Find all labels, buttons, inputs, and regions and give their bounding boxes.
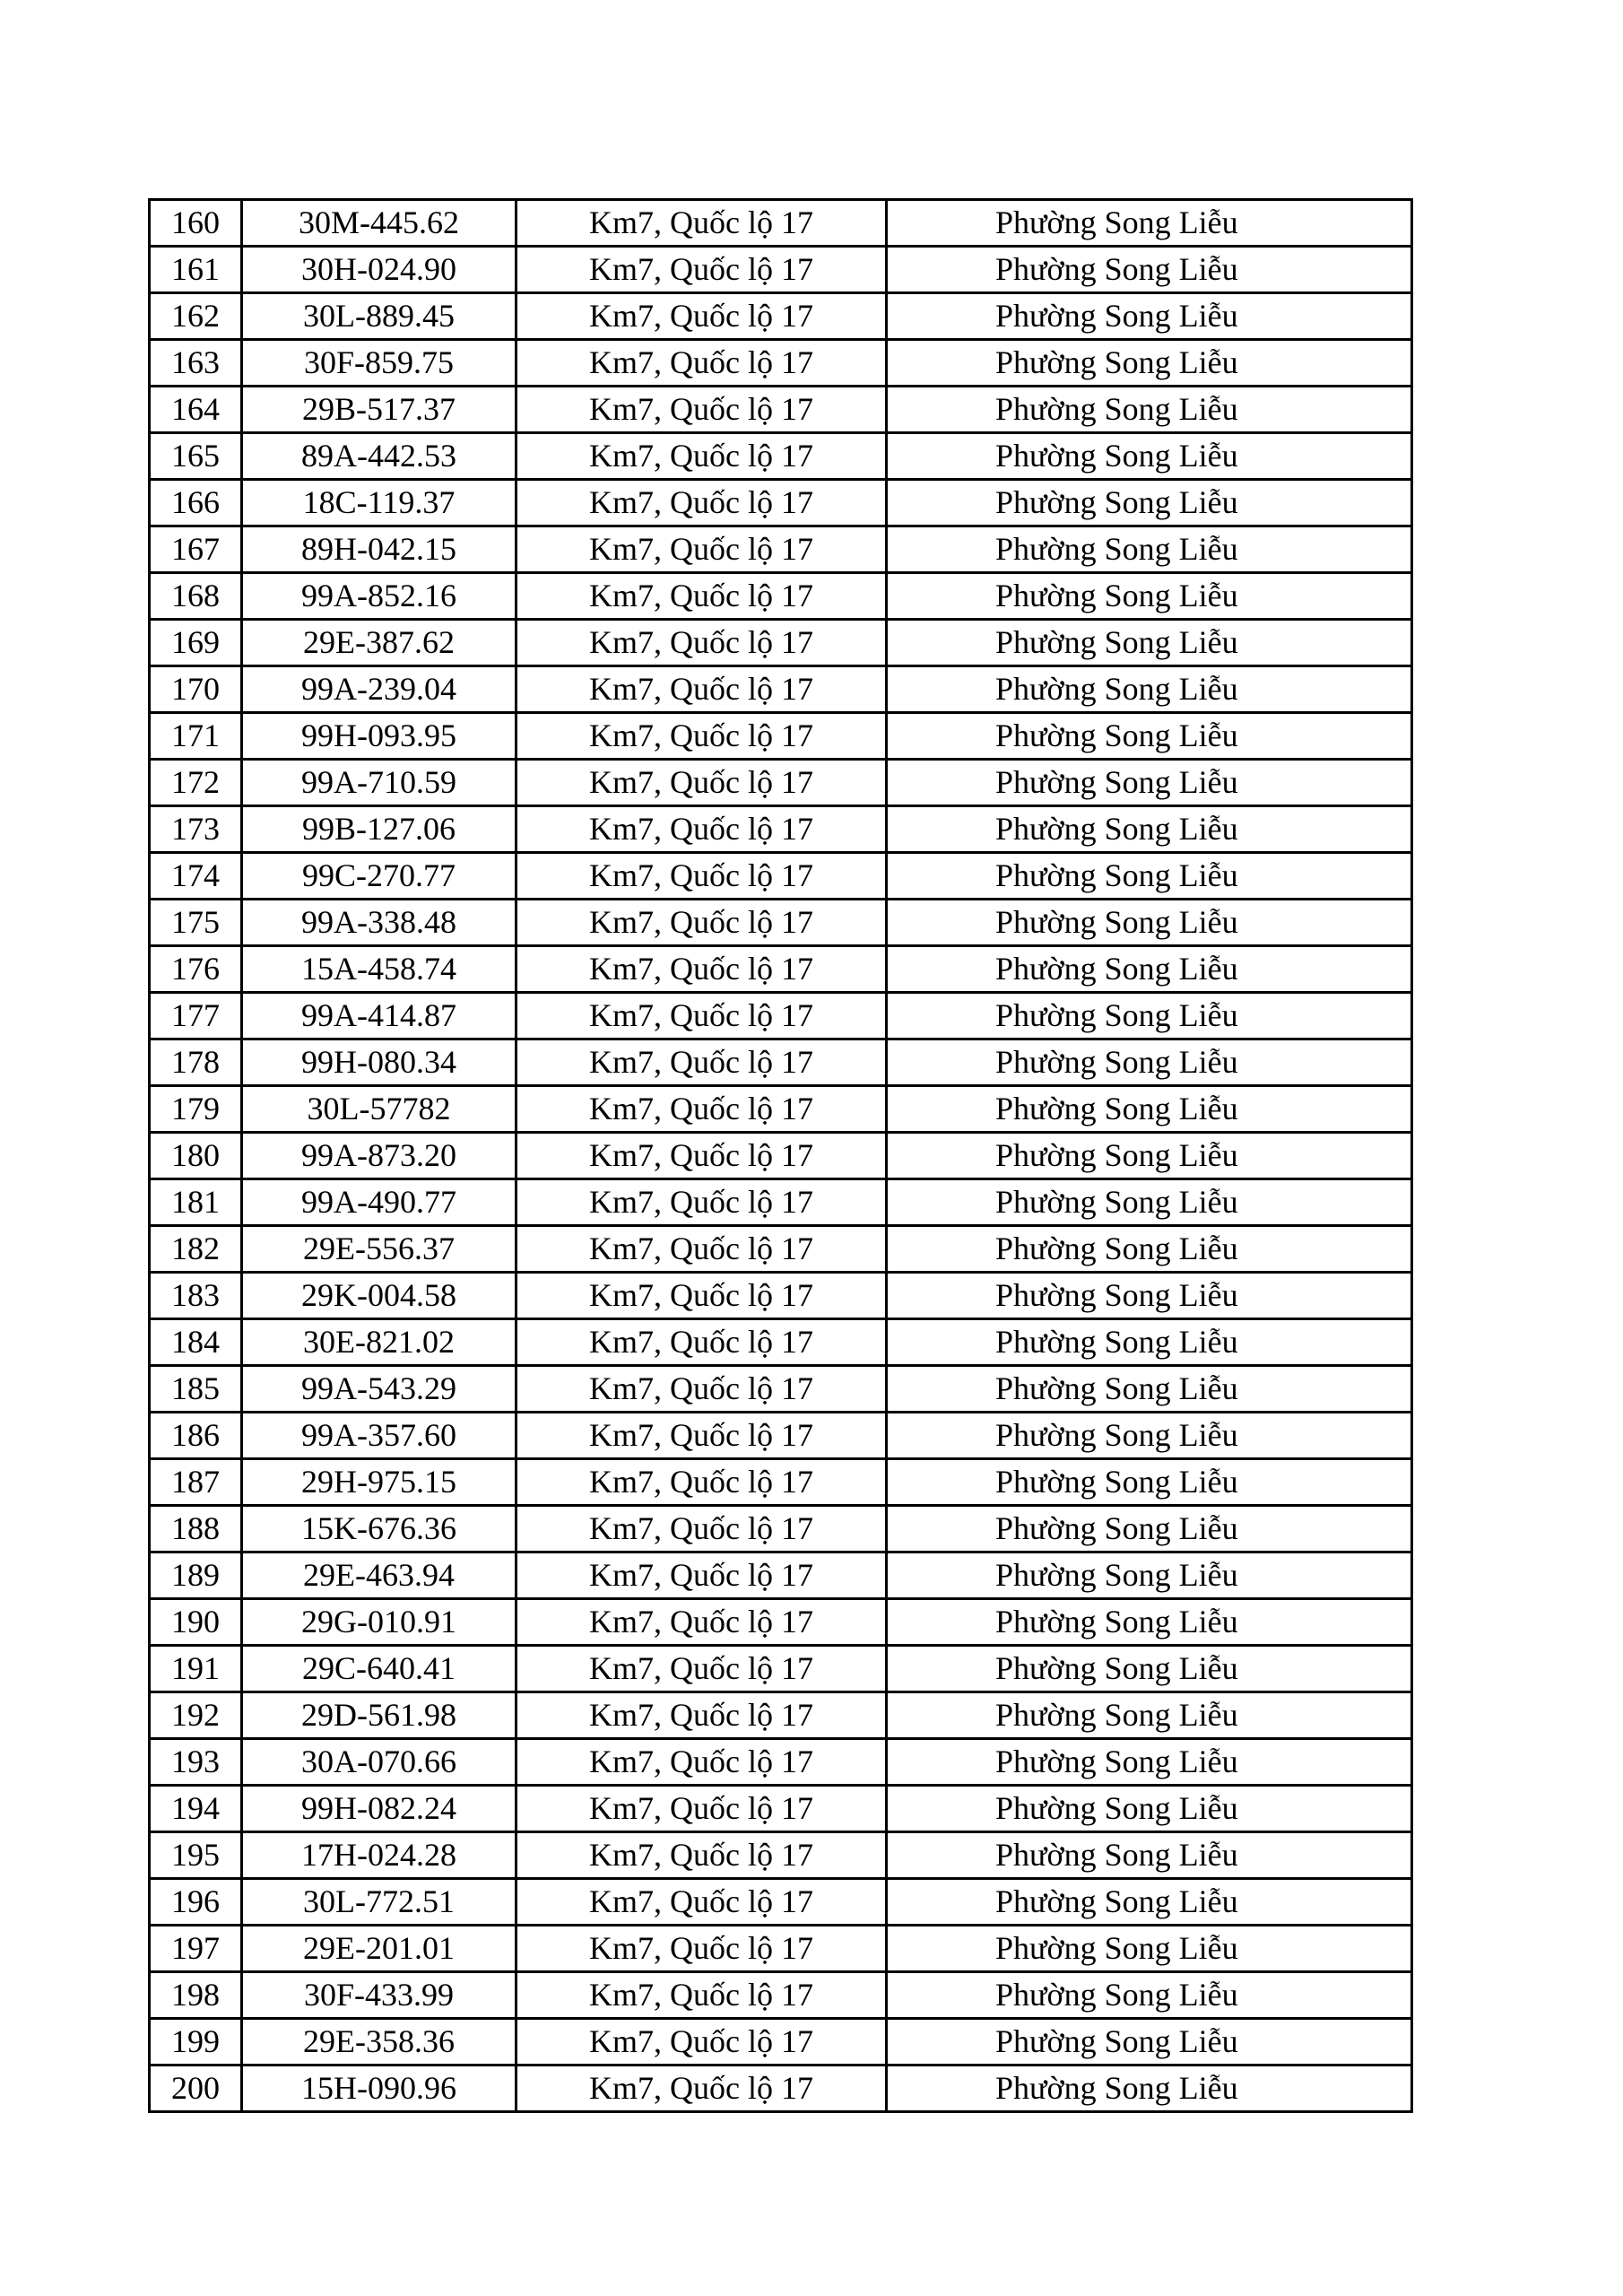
table-row bbox=[150, 247, 1412, 293]
ward-cell: Phường Song Liễu bbox=[887, 806, 1412, 853]
table-row bbox=[150, 480, 1412, 526]
table-row bbox=[150, 1739, 1412, 1786]
location-cell: Km7, Quốc lộ 17 bbox=[516, 946, 887, 993]
location-cell: Km7, Quốc lộ 17 bbox=[516, 293, 887, 340]
row-number-cell: 192 bbox=[150, 1692, 242, 1739]
row-number-cell: 171 bbox=[150, 713, 242, 760]
location-cell: Km7, Quốc lộ 17 bbox=[516, 526, 887, 573]
table-row bbox=[150, 1459, 1412, 1506]
table-row bbox=[150, 853, 1412, 900]
license-plate-cell: 99A-338.48 bbox=[242, 900, 516, 946]
license-plate-cell: 29E-463.94 bbox=[242, 1552, 516, 1599]
ward-cell: Phường Song Liễu bbox=[887, 1972, 1412, 2019]
row-number-cell: 186 bbox=[150, 1413, 242, 1459]
ward-cell: Phường Song Liễu bbox=[887, 853, 1412, 900]
location-cell: Km7, Quốc lộ 17 bbox=[516, 620, 887, 666]
location-cell: Km7, Quốc lộ 17 bbox=[516, 1039, 887, 1086]
ward-cell: Phường Song Liễu bbox=[887, 1692, 1412, 1739]
location-cell: Km7, Quốc lộ 17 bbox=[516, 1319, 887, 1366]
license-plate-cell: 30F-859.75 bbox=[242, 340, 516, 387]
license-plate-cell: 99A-852.16 bbox=[242, 573, 516, 620]
license-plate-cell: 29E-556.37 bbox=[242, 1226, 516, 1273]
location-cell: Km7, Quốc lộ 17 bbox=[516, 1832, 887, 1879]
location-cell: Km7, Quốc lộ 17 bbox=[516, 1459, 887, 1506]
vehicle-table bbox=[148, 198, 1413, 2113]
row-number-cell: 197 bbox=[150, 1926, 242, 1972]
ward-cell: Phường Song Liễu bbox=[887, 1459, 1412, 1506]
row-number-cell: 178 bbox=[150, 1039, 242, 1086]
license-plate-cell: 29K-004.58 bbox=[242, 1273, 516, 1319]
ward-cell: Phường Song Liễu bbox=[887, 1879, 1412, 1926]
location-cell: Km7, Quốc lộ 17 bbox=[516, 1879, 887, 1926]
table-body bbox=[150, 200, 1412, 2112]
row-number-cell: 182 bbox=[150, 1226, 242, 1273]
table-row bbox=[150, 2019, 1412, 2066]
license-plate-cell: 15K-676.36 bbox=[242, 1506, 516, 1552]
license-plate-cell: 30A-070.66 bbox=[242, 1739, 516, 1786]
table-row bbox=[150, 293, 1412, 340]
row-number-cell: 191 bbox=[150, 1646, 242, 1692]
license-plate-cell: 89H-042.15 bbox=[242, 526, 516, 573]
row-number-cell: 200 bbox=[150, 2066, 242, 2112]
location-cell: Km7, Quốc lộ 17 bbox=[516, 340, 887, 387]
row-number-cell: 165 bbox=[150, 433, 242, 480]
row-number-cell: 184 bbox=[150, 1319, 242, 1366]
ward-cell: Phường Song Liễu bbox=[887, 200, 1412, 247]
license-plate-cell: 99A-710.59 bbox=[242, 760, 516, 806]
table-row bbox=[150, 433, 1412, 480]
row-number-cell: 194 bbox=[150, 1786, 242, 1832]
table-row bbox=[150, 1319, 1412, 1366]
license-plate-cell: 30M-445.62 bbox=[242, 200, 516, 247]
ward-cell: Phường Song Liễu bbox=[887, 480, 1412, 526]
row-number-cell: 188 bbox=[150, 1506, 242, 1552]
row-number-cell: 175 bbox=[150, 900, 242, 946]
license-plate-cell: 29E-201.01 bbox=[242, 1926, 516, 1972]
location-cell: Km7, Quốc lộ 17 bbox=[516, 1366, 887, 1413]
table-row bbox=[150, 1599, 1412, 1646]
location-cell: Km7, Quốc lộ 17 bbox=[516, 2066, 887, 2112]
row-number-cell: 187 bbox=[150, 1459, 242, 1506]
location-cell: Km7, Quốc lộ 17 bbox=[516, 1972, 887, 2019]
row-number-cell: 166 bbox=[150, 480, 242, 526]
license-plate-cell: 99A-543.29 bbox=[242, 1366, 516, 1413]
table-row bbox=[150, 526, 1412, 573]
table-row bbox=[150, 1086, 1412, 1133]
table-row bbox=[150, 806, 1412, 853]
ward-cell: Phường Song Liễu bbox=[887, 1926, 1412, 1972]
ward-cell: Phường Song Liễu bbox=[887, 1366, 1412, 1413]
row-number-cell: 164 bbox=[150, 387, 242, 433]
ward-cell: Phường Song Liễu bbox=[887, 1086, 1412, 1133]
table-row bbox=[150, 993, 1412, 1039]
ward-cell: Phường Song Liễu bbox=[887, 387, 1412, 433]
ward-cell: Phường Song Liễu bbox=[887, 1413, 1412, 1459]
row-number-cell: 167 bbox=[150, 526, 242, 573]
table-row bbox=[150, 1552, 1412, 1599]
license-plate-cell: 29G-010.91 bbox=[242, 1599, 516, 1646]
ward-cell: Phường Song Liễu bbox=[887, 1179, 1412, 1226]
location-cell: Km7, Quốc lộ 17 bbox=[516, 1786, 887, 1832]
table-row bbox=[150, 1179, 1412, 1226]
location-cell: Km7, Quốc lộ 17 bbox=[516, 900, 887, 946]
ward-cell: Phường Song Liễu bbox=[887, 1599, 1412, 1646]
location-cell: Km7, Quốc lộ 17 bbox=[516, 1739, 887, 1786]
table-row bbox=[150, 573, 1412, 620]
table-row bbox=[150, 666, 1412, 713]
table-row bbox=[150, 1506, 1412, 1552]
row-number-cell: 170 bbox=[150, 666, 242, 713]
license-plate-cell: 30E-821.02 bbox=[242, 1319, 516, 1366]
row-number-cell: 160 bbox=[150, 200, 242, 247]
license-plate-cell: 99H-093.95 bbox=[242, 713, 516, 760]
license-plate-cell: 99A-873.20 bbox=[242, 1133, 516, 1179]
license-plate-cell: 99H-080.34 bbox=[242, 1039, 516, 1086]
license-plate-cell: 29E-358.36 bbox=[242, 2019, 516, 2066]
location-cell: Km7, Quốc lộ 17 bbox=[516, 573, 887, 620]
row-number-cell: 190 bbox=[150, 1599, 242, 1646]
license-plate-cell: 30H-024.90 bbox=[242, 247, 516, 293]
row-number-cell: 183 bbox=[150, 1273, 242, 1319]
location-cell: Km7, Quốc lộ 17 bbox=[516, 1133, 887, 1179]
location-cell: Km7, Quốc lộ 17 bbox=[516, 1926, 887, 1972]
row-number-cell: 199 bbox=[150, 2019, 242, 2066]
license-plate-cell: 29B-517.37 bbox=[242, 387, 516, 433]
location-cell: Km7, Quốc lộ 17 bbox=[516, 853, 887, 900]
ward-cell: Phường Song Liễu bbox=[887, 433, 1412, 480]
ward-cell: Phường Song Liễu bbox=[887, 900, 1412, 946]
license-plate-cell: 99A-239.04 bbox=[242, 666, 516, 713]
license-plate-cell: 99A-490.77 bbox=[242, 1179, 516, 1226]
ward-cell: Phường Song Liễu bbox=[887, 1739, 1412, 1786]
row-number-cell: 179 bbox=[150, 1086, 242, 1133]
row-number-cell: 174 bbox=[150, 853, 242, 900]
row-number-cell: 185 bbox=[150, 1366, 242, 1413]
license-plate-cell: 99H-082.24 bbox=[242, 1786, 516, 1832]
row-number-cell: 189 bbox=[150, 1552, 242, 1599]
location-cell: Km7, Quốc lộ 17 bbox=[516, 760, 887, 806]
location-cell: Km7, Quốc lộ 17 bbox=[516, 666, 887, 713]
license-plate-cell: 17H-024.28 bbox=[242, 1832, 516, 1879]
row-number-cell: 177 bbox=[150, 993, 242, 1039]
license-plate-cell: 30L-772.51 bbox=[242, 1879, 516, 1926]
ward-cell: Phường Song Liễu bbox=[887, 1133, 1412, 1179]
ward-cell: Phường Song Liễu bbox=[887, 526, 1412, 573]
table-row bbox=[150, 2066, 1412, 2112]
table-row bbox=[150, 1273, 1412, 1319]
row-number-cell: 169 bbox=[150, 620, 242, 666]
row-number-cell: 195 bbox=[150, 1832, 242, 1879]
location-cell: Km7, Quốc lộ 17 bbox=[516, 1179, 887, 1226]
location-cell: Km7, Quốc lộ 17 bbox=[516, 200, 887, 247]
ward-cell: Phường Song Liễu bbox=[887, 666, 1412, 713]
license-plate-cell: 18C-119.37 bbox=[242, 480, 516, 526]
row-number-cell: 180 bbox=[150, 1133, 242, 1179]
license-plate-cell: 99A-414.87 bbox=[242, 993, 516, 1039]
ward-cell: Phường Song Liễu bbox=[887, 1273, 1412, 1319]
table-row bbox=[150, 387, 1412, 433]
table-row bbox=[150, 1646, 1412, 1692]
table-row bbox=[150, 1786, 1412, 1832]
ward-cell: Phường Song Liễu bbox=[887, 1786, 1412, 1832]
ward-cell: Phường Song Liễu bbox=[887, 1506, 1412, 1552]
table-row bbox=[150, 620, 1412, 666]
location-cell: Km7, Quốc lộ 17 bbox=[516, 993, 887, 1039]
ward-cell: Phường Song Liễu bbox=[887, 946, 1412, 993]
ward-cell: Phường Song Liễu bbox=[887, 620, 1412, 666]
table-row bbox=[150, 1926, 1412, 1972]
license-plate-cell: 29C-640.41 bbox=[242, 1646, 516, 1692]
ward-cell: Phường Song Liễu bbox=[887, 573, 1412, 620]
location-cell: Km7, Quốc lộ 17 bbox=[516, 713, 887, 760]
license-plate-cell: 99C-270.77 bbox=[242, 853, 516, 900]
row-number-cell: 161 bbox=[150, 247, 242, 293]
row-number-cell: 163 bbox=[150, 340, 242, 387]
table-row bbox=[150, 1413, 1412, 1459]
location-cell: Km7, Quốc lộ 17 bbox=[516, 806, 887, 853]
location-cell: Km7, Quốc lộ 17 bbox=[516, 1226, 887, 1273]
ward-cell: Phường Song Liễu bbox=[887, 2019, 1412, 2066]
ward-cell: Phường Song Liễu bbox=[887, 1552, 1412, 1599]
row-number-cell: 198 bbox=[150, 1972, 242, 2019]
license-plate-cell: 29E-387.62 bbox=[242, 620, 516, 666]
row-number-cell: 173 bbox=[150, 806, 242, 853]
table-row bbox=[150, 760, 1412, 806]
location-cell: Km7, Quốc lộ 17 bbox=[516, 480, 887, 526]
ward-cell: Phường Song Liễu bbox=[887, 2066, 1412, 2112]
ward-cell: Phường Song Liễu bbox=[887, 760, 1412, 806]
table-row bbox=[150, 1366, 1412, 1413]
location-cell: Km7, Quốc lộ 17 bbox=[516, 1599, 887, 1646]
license-plate-cell: 89A-442.53 bbox=[242, 433, 516, 480]
location-cell: Km7, Quốc lộ 17 bbox=[516, 1086, 887, 1133]
location-cell: Km7, Quốc lộ 17 bbox=[516, 1413, 887, 1459]
location-cell: Km7, Quốc lộ 17 bbox=[516, 1273, 887, 1319]
license-plate-cell: 15H-090.96 bbox=[242, 2066, 516, 2112]
row-number-cell: 168 bbox=[150, 573, 242, 620]
license-plate-cell: 29H-975.15 bbox=[242, 1459, 516, 1506]
table-row bbox=[150, 946, 1412, 993]
location-cell: Km7, Quốc lộ 17 bbox=[516, 247, 887, 293]
ward-cell: Phường Song Liễu bbox=[887, 247, 1412, 293]
ward-cell: Phường Song Liễu bbox=[887, 340, 1412, 387]
table-row bbox=[150, 1039, 1412, 1086]
row-number-cell: 172 bbox=[150, 760, 242, 806]
location-cell: Km7, Quốc lộ 17 bbox=[516, 1692, 887, 1739]
location-cell: Km7, Quốc lộ 17 bbox=[516, 1506, 887, 1552]
location-cell: Km7, Quốc lộ 17 bbox=[516, 1552, 887, 1599]
table-row bbox=[150, 1692, 1412, 1739]
location-cell: Km7, Quốc lộ 17 bbox=[516, 387, 887, 433]
license-plate-cell: 99B-127.06 bbox=[242, 806, 516, 853]
ward-cell: Phường Song Liễu bbox=[887, 1646, 1412, 1692]
row-number-cell: 196 bbox=[150, 1879, 242, 1926]
table-row bbox=[150, 713, 1412, 760]
ward-cell: Phường Song Liễu bbox=[887, 993, 1412, 1039]
ward-cell: Phường Song Liễu bbox=[887, 1226, 1412, 1273]
license-plate-cell: 99A-357.60 bbox=[242, 1413, 516, 1459]
row-number-cell: 193 bbox=[150, 1739, 242, 1786]
row-number-cell: 162 bbox=[150, 293, 242, 340]
table-row bbox=[150, 200, 1412, 247]
table-row bbox=[150, 900, 1412, 946]
license-plate-cell: 30F-433.99 bbox=[242, 1972, 516, 2019]
table-row bbox=[150, 1879, 1412, 1926]
location-cell: Km7, Quốc lộ 17 bbox=[516, 1646, 887, 1692]
ward-cell: Phường Song Liễu bbox=[887, 1319, 1412, 1366]
table-row bbox=[150, 1832, 1412, 1879]
license-plate-cell: 29D-561.98 bbox=[242, 1692, 516, 1739]
license-plate-cell: 30L-889.45 bbox=[242, 293, 516, 340]
license-plate-cell: 30L-57782 bbox=[242, 1086, 516, 1133]
ward-cell: Phường Song Liễu bbox=[887, 1832, 1412, 1879]
row-number-cell: 181 bbox=[150, 1179, 242, 1226]
location-cell: Km7, Quốc lộ 17 bbox=[516, 433, 887, 480]
table-row bbox=[150, 1972, 1412, 2019]
table-row bbox=[150, 1133, 1412, 1179]
ward-cell: Phường Song Liễu bbox=[887, 1039, 1412, 1086]
location-cell: Km7, Quốc lộ 17 bbox=[516, 2019, 887, 2066]
ward-cell: Phường Song Liễu bbox=[887, 713, 1412, 760]
table-row bbox=[150, 1226, 1412, 1273]
row-number-cell: 176 bbox=[150, 946, 242, 993]
table-row bbox=[150, 340, 1412, 387]
license-plate-cell: 15A-458.74 bbox=[242, 946, 516, 993]
ward-cell: Phường Song Liễu bbox=[887, 293, 1412, 340]
